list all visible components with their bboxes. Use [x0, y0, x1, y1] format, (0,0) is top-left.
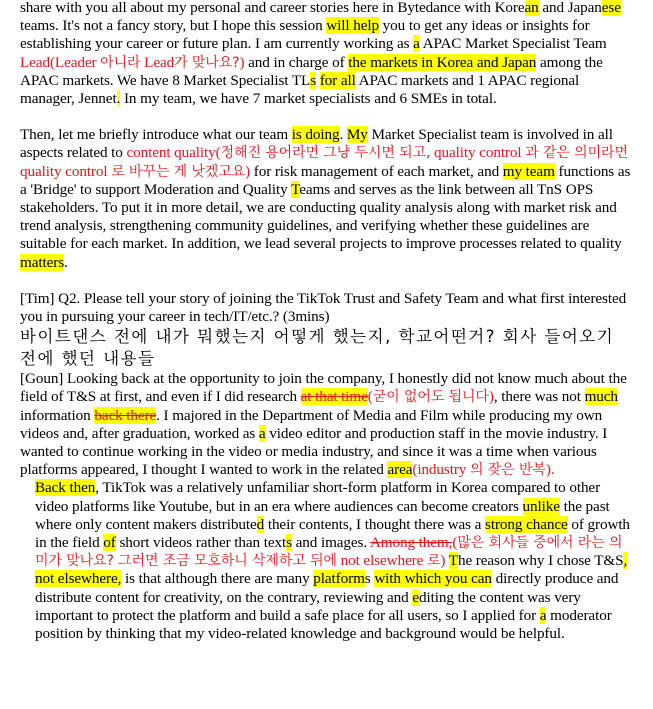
- text-run: , TikTok was a relatively unfamiliar short-form platform in Korea compared to other video platforms like Youtube, but in an era where audiences can become creators: [35, 479, 601, 515]
- text-run: and in charge of: [244, 53, 349, 71]
- text-run: and Japan: [538, 0, 602, 16]
- review-comment: ): [245, 162, 251, 180]
- highlighted-text: Back then: [35, 479, 96, 497]
- text-run: APAC Market Specialist Team: [419, 35, 607, 53]
- text-run: is that although there are many: [121, 570, 314, 588]
- deleted-text: Among them,: [369, 534, 453, 552]
- review-comment: ).: [545, 461, 555, 479]
- review-comment: 가 맞나요?: [174, 54, 240, 71]
- text-run: . I majored in the Department of Media and Film while producing my own videos and, after graduation, worked as: [20, 406, 603, 442]
- review-comment: ): [440, 552, 446, 570]
- highlighted-text: , not elsewhere,: [35, 552, 628, 588]
- review-comment: (: [452, 534, 458, 552]
- review-comment: 의 잦은 반복: [470, 462, 546, 479]
- review-comment: 아니라: [100, 54, 141, 71]
- text-run: of growth in the field: [35, 515, 630, 552]
- document-body: [20, 0, 635, 643]
- highlighted-text: area: [387, 461, 413, 479]
- highlighted-text: T: [448, 552, 458, 570]
- text-run: teams. It's not a fancy story, but I hope this session: [20, 17, 327, 35]
- highlighted-text: the markets in Korea and Japan: [348, 53, 537, 71]
- text-run: s: [364, 570, 375, 588]
- review-comment: quality control: [20, 162, 112, 180]
- highlighted-text: of: [103, 534, 116, 552]
- answer-paragraph-2: [20, 479, 635, 643]
- review-comment: 많은 회사들 중에서 라는 의미가 맞나요? 그러면 조금 모호하니 삭제하고 뒤에: [35, 535, 623, 570]
- text-run: he reason why I chose T&S: [457, 552, 624, 570]
- highlighted-text: much: [584, 388, 618, 406]
- review-comment: (: [367, 388, 373, 406]
- text-run: you to get any ideas or insights for establishing your career or future plan. I am currently working as: [20, 17, 590, 53]
- text-run: among the APAC markets. We have 8 Market Specialist TL: [20, 53, 603, 89]
- blank-line: [20, 272, 635, 290]
- text-run: video editor and production staff in the movie industry. I wanted to continue working in the video or media industry, and since it was a time when various platforms appeared, I thought I wanted to work in the related: [20, 424, 608, 479]
- highlighted-text: unlike: [522, 497, 560, 515]
- review-comment: (industry: [412, 461, 470, 479]
- highlighted-text: matters: [20, 253, 65, 271]
- text-run: moderator position by thinking that my video-related knowledge and background would be helpful.: [35, 606, 612, 643]
- text-run: APAC markets and 1 APAC regional manager, Jennet: [20, 71, 580, 108]
- text-run: for risk management of each market, and: [250, 162, 503, 180]
- highlighted-text: e: [412, 588, 419, 606]
- highlighted-text: s: [286, 534, 292, 552]
- text-run: and images.: [291, 534, 370, 552]
- review-comment: not elsewhere: [336, 552, 427, 570]
- review-comment: 로: [426, 553, 441, 570]
- text-run: information: [20, 406, 95, 424]
- review-comment: quality control: [430, 144, 526, 162]
- review-comment: ): [239, 53, 245, 71]
- highlighted-text: a: [258, 424, 266, 442]
- blank-line: [20, 108, 635, 126]
- deleted-highlighted-text: at that time: [300, 388, 368, 406]
- question-speaker: [Tim]: [20, 289, 55, 307]
- highlighted-text: T: [291, 180, 300, 198]
- text-run: their contents, I thought there was a: [264, 515, 486, 533]
- highlighted-text: .: [116, 90, 121, 108]
- text-run: .: [64, 253, 68, 271]
- highlighted-text: is doing: [291, 126, 340, 144]
- highlighted-text: platform: [313, 570, 365, 588]
- korean-note: 바이트댄스 전에 내가 뭐했는지 어떻게 했는지, 학교어떤거? 회사 들어오기 전에 했던 내용들: [20, 327, 615, 369]
- text-run: short videos rather than text: [115, 534, 287, 552]
- review-comment: 정해진 용어라면 그냥 두시면 되고,: [220, 145, 431, 162]
- highlighted-text: an: [524, 0, 539, 16]
- review-comment: Lead: [140, 53, 175, 71]
- answer-paragraph-1: [20, 370, 635, 479]
- review-comment: 과 같은 의미라면: [525, 145, 628, 162]
- text-run: directly produce and distribute content for creativity, on the contrary, reviewing and: [35, 570, 619, 606]
- highlighted-text: ese: [601, 0, 621, 16]
- highlighted-text: strong chance: [485, 515, 568, 533]
- question-q2: [20, 290, 635, 326]
- highlighted-text: d: [256, 515, 265, 533]
- highlighted-text: will help: [326, 17, 379, 35]
- text-run: diting the content was very important to protect the platform and build a safe place for all users, so I applied for: [35, 588, 581, 624]
- highlighted-text: for all: [319, 71, 356, 89]
- paragraph-team-description: [20, 126, 635, 272]
- review-comment: content quality(: [126, 144, 221, 162]
- highlighted-text: with which you can: [374, 570, 492, 588]
- text-run: [Goun] Looking back at the opportunity to join the company, I honestly did not know much about the field of T&S at first, and even if I did research: [20, 370, 627, 406]
- text-run: In my team, we have 7 market specialists and 6 SMEs in total.: [120, 90, 497, 108]
- highlighted-text: s: [310, 71, 317, 89]
- highlighted-text: a: [539, 606, 547, 624]
- review-comment: Lead(Leader: [20, 53, 101, 71]
- deleted-highlighted-text: back there: [94, 406, 157, 424]
- review-comment: ): [488, 388, 494, 406]
- highlighted-text: my team: [502, 162, 555, 180]
- highlighted-text: a: [413, 35, 420, 53]
- text-run: .: [339, 126, 347, 144]
- text-run: , there was not: [493, 388, 585, 406]
- text-run: functions as a 'Bridge' to support Moderation and Quality: [20, 162, 631, 198]
- text-run: the past where only content makers distribute: [35, 497, 610, 533]
- text-run: eams and serves as the link between all TnS OPS stakeholders. To put it in more detail, we are conducting quality analysis along with market risk and trend analysis, strengthening community guidelines, and verifying whether these guidelines are suitable for each market. In addition, we lead several projects to improve processes related to quality: [20, 180, 622, 253]
- highlighted-text: My: [346, 126, 368, 144]
- paragraph-intro: [20, 0, 635, 108]
- review-comment: 로 바꾸는 게 낫겠고요: [111, 163, 246, 180]
- text-run: share with you all about my personal and career stories here in Bytedance with Kore: [20, 0, 525, 16]
- text-run: Then, let me briefly introduce what our team: [20, 126, 292, 144]
- text-run: Market Specialist team is involved in all aspects related to: [20, 126, 613, 162]
- review-comment: 굳이 없어도 됩니다: [372, 389, 489, 406]
- question-text: Q2. Please tell your story of joining the TikTok Trust and Safety Team and what first interested you in pursuing your career in tech/IT/etc.? (3mins): [20, 289, 627, 326]
